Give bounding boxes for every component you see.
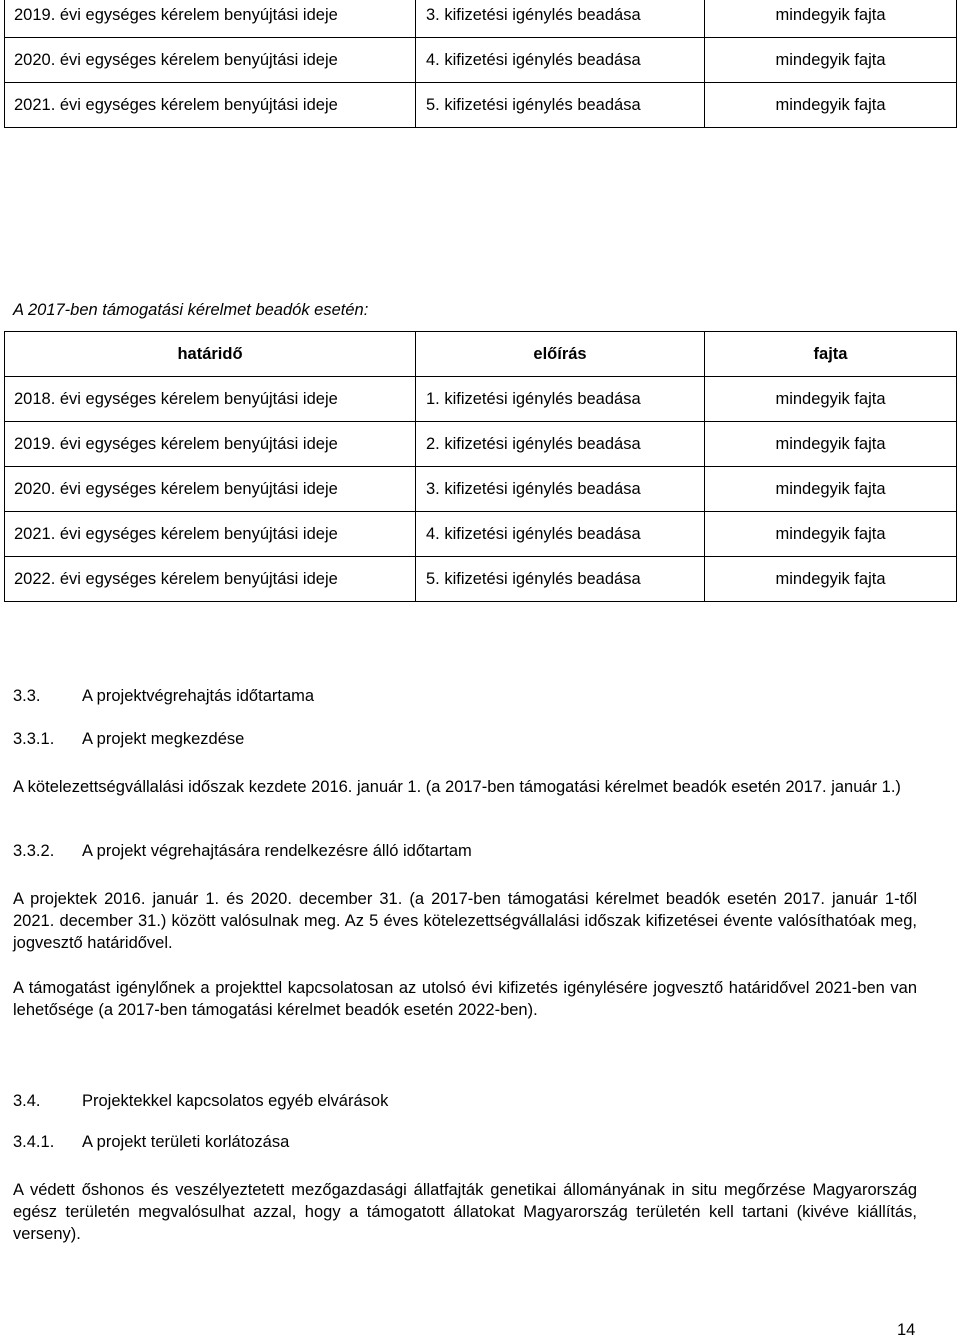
paragraph-commitment-start: A kötelezettségvállalási időszak kezdete 2016. január 1. (a 2017-ben támogatási kérelmet beadók esetén 2017. január 1.) bbox=[13, 778, 901, 796]
section-title: A projekt megkezdése bbox=[82, 730, 245, 748]
section-heading-3-3-2 bbox=[13, 840, 472, 862]
schedule-table-continued bbox=[4, 0, 957, 128]
section-number: 3.3. bbox=[13, 687, 41, 705]
section-title: Projektekkel kapcsolatos egyéb elvárások bbox=[82, 1092, 389, 1110]
column-header-hatarido: határidő bbox=[5, 332, 416, 377]
table-cell-eloiras: 1. kifizetési igénylés beadása bbox=[416, 377, 705, 422]
section-number: 3.4. bbox=[13, 1092, 41, 1110]
table-row bbox=[5, 0, 957, 38]
table-cell-fajta: mindegyik fajta bbox=[705, 83, 957, 128]
table-header-row bbox=[5, 332, 957, 377]
table-cell-fajta: mindegyik fajta bbox=[705, 557, 957, 602]
paragraph-last-payment: A támogatást igénylőnek a projekttel kapcsolatosan az utolsó évi kifizetés igénylésére jogvesztő határidővel 2021-ben van lehetősége (a 2017-ben támogatási kérelmet beadók esetén 2022-ben). bbox=[13, 979, 917, 1019]
column-header-fajta: fajta bbox=[705, 332, 957, 377]
table-row bbox=[5, 83, 957, 128]
table-cell-fajta: mindegyik fajta bbox=[705, 467, 957, 512]
table-cell-fajta: mindegyik fajta bbox=[705, 38, 957, 83]
section-heading-3-4-1 bbox=[13, 1131, 289, 1153]
table-cell-hatarido: 2020. évi egységes kérelem benyújtási ideje bbox=[5, 38, 416, 83]
table-cell-eloiras: 5. kifizetési igénylés beadása bbox=[416, 557, 705, 602]
table-cell-hatarido: 2021. évi egységes kérelem benyújtási ideje bbox=[5, 512, 416, 557]
schedule-table-2017 bbox=[4, 331, 957, 602]
table-cell-eloiras: 5. kifizetési igénylés beadása bbox=[416, 83, 705, 128]
paragraph-territorial-limit: A védett őshonos és veszélyeztetett mezőgazdasági állatfajták genetikai állományának in situ megőrzése Magyarország egész területén megvalósulhat azzal, hogy a támogatott állatokat Magyarország területén kell tartani (kivéve kiállítás, verseny). bbox=[13, 1181, 917, 1243]
table-cell-eloiras: 3. kifizetési igénylés beadása bbox=[416, 467, 705, 512]
table-row bbox=[5, 377, 957, 422]
table-cell-fajta: mindegyik fajta bbox=[705, 0, 957, 38]
page-number: 14 bbox=[897, 1321, 916, 1339]
section-title: A projektvégrehajtás időtartama bbox=[82, 687, 315, 705]
section-number: 3.3.1. bbox=[13, 730, 55, 748]
section-title: A projekt területi korlátozása bbox=[82, 1133, 290, 1151]
paragraph-project-duration: A projektek 2016. január 1. és 2020. december 31. (a 2017-ben támogatási kérelmet beadók esetén 2017. január 1-től 2021. december 31.) között valósulnak meg. Az 5 éves kötelezettségvállalási időszak kifizetései évente valósíthatóak meg, jogvesztő határidővel. bbox=[13, 890, 917, 952]
table-cell-fajta: mindegyik fajta bbox=[705, 512, 957, 557]
table-cell-hatarido: 2019. évi egységes kérelem benyújtási ideje bbox=[5, 0, 416, 38]
table-cell-fajta: mindegyik fajta bbox=[705, 422, 957, 467]
table-cell-eloiras: 4. kifizetési igénylés beadása bbox=[416, 512, 705, 557]
table-cell-hatarido: 2020. évi egységes kérelem benyújtási ideje bbox=[5, 467, 416, 512]
table-cell-hatarido: 2022. évi egységes kérelem benyújtási ideje bbox=[5, 557, 416, 602]
table-row bbox=[5, 467, 957, 512]
section-number: 3.4.1. bbox=[13, 1133, 55, 1151]
table-row bbox=[5, 422, 957, 467]
section-title: A projekt végrehajtására rendelkezésre álló időtartam bbox=[82, 842, 472, 860]
section-number: 3.3.2. bbox=[13, 842, 55, 860]
column-header-eloiras: előírás bbox=[416, 332, 705, 377]
table-cell-hatarido: 2019. évi egységes kérelem benyújtási ideje bbox=[5, 422, 416, 467]
section-heading-3-3-1 bbox=[13, 728, 244, 750]
table-cell-eloiras: 3. kifizetési igénylés beadása bbox=[416, 0, 705, 38]
table-cell-fajta: mindegyik fajta bbox=[705, 377, 957, 422]
table-cell-hatarido: 2018. évi egységes kérelem benyújtási ideje bbox=[5, 377, 416, 422]
table-cell-eloiras: 4. kifizetési igénylés beadása bbox=[416, 38, 705, 83]
section-heading-3-3 bbox=[13, 685, 314, 707]
table-row bbox=[5, 557, 957, 602]
table-caption: A 2017-ben támogatási kérelmet beadók esetén: bbox=[13, 301, 369, 319]
section-heading-3-4 bbox=[13, 1090, 388, 1112]
table-cell-hatarido: 2021. évi egységes kérelem benyújtási ideje bbox=[5, 83, 416, 128]
table-cell-eloiras: 2. kifizetési igénylés beadása bbox=[416, 422, 705, 467]
table-row bbox=[5, 512, 957, 557]
table-row bbox=[5, 38, 957, 83]
